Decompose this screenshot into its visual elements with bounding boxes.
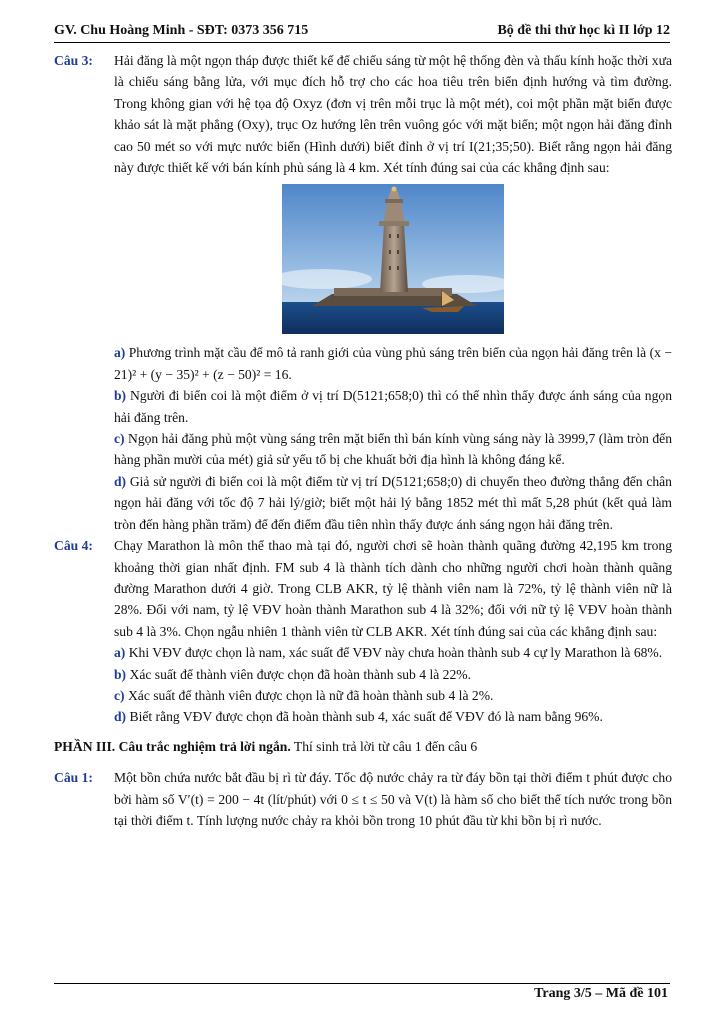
option-label: a) <box>114 645 126 661</box>
option-label: a) <box>114 345 126 361</box>
page-content <box>54 50 672 831</box>
question-4 <box>54 535 672 728</box>
question-3-option-b <box>114 385 672 428</box>
section-3-subtitle: Thí sinh trả lời từ câu 1 đến câu 6 <box>293 738 478 754</box>
option-text: Phương trình mặt cầu để mô tả ranh giới của vùng phủ sáng trên biển của ngọn hải đăng trên là (x − 21)² + (y − 35)² + (z − 50)² = 16. <box>114 345 672 382</box>
question-3-option-c <box>114 428 672 471</box>
option-label: d) <box>114 709 127 725</box>
question-4-option-c <box>114 685 672 706</box>
option-label: b) <box>114 388 127 404</box>
lighthouse-figure <box>114 184 672 334</box>
question-1 <box>54 767 672 831</box>
section-3-title: PHẦN III. Câu trắc nghiệm trả lời ngắn. <box>54 738 291 754</box>
question-4-label: Câu 4: <box>54 538 93 554</box>
option-text: Khi VĐV được chọn là nam, xác suất để VĐV này chưa hoàn thành sub 4 cự ly Marathon là 68%. <box>128 645 663 661</box>
page-footer: Trang 3/5 – Mã đề 101 <box>534 986 668 1001</box>
option-label: d) <box>114 473 127 489</box>
question-4-option-b <box>114 664 672 685</box>
question-1-stem: Một bồn chứa nước bắt đầu bị rì từ đáy. Tốc độ nước chảy ra từ đáy bồn tại thời điểm t phút được cho bởi hàm số V′(t) = 200 − 4t (lít/phút) với 0 ≤ t ≤ 50 và V(t) là hàm số cho biết thể tích nước trong bồn tại thời điểm t. Tính lượng nước chảy ra khỏi bồn trong 10 phút đầu từ khi bồn bị rì nước. <box>114 770 672 828</box>
option-label: c) <box>114 431 125 447</box>
footer-divider <box>54 983 670 984</box>
option-label: b) <box>114 666 127 682</box>
question-3-stem: Hải đăng là một ngọn tháp được thiết kế để chiếu sáng từ một hệ thống đèn và thấu kính hoặc thời xưa là chiếu sáng bằng lửa, với mục đích hỗ trợ cho các hoa tiêu trên biển định hướng và tìm đường. Trong không gian với hệ tọa độ Oxyz (đơn vị trên mỗi trục là một mét), coi một phần mặt biển được khảo sát là mặt phẳng (Oxy), trục Oz hướng lên trên vuông góc với mặt biển; một ngọn hải đăng đỉnh cao 50 mét so với mực nước biển (Hình dưới) biết đỉnh ở vị trí I(21;35;50). Biết rằng ngọn hải đăng này được thiết kế với bán kính phủ sáng là 4 km. Xét tính đúng sai của các khẳng định sau: <box>114 53 672 176</box>
lighthouse-illustration <box>282 184 504 334</box>
option-text: Người đi biển coi là một điểm ở vị trí D(5121;658;0) thì có thể nhìn thấy được ánh sáng của ngọn hải đăng trên. <box>114 388 672 425</box>
question-3-label: Câu 3: <box>54 53 93 68</box>
option-text: Xác suất để thành viên được chọn là nữ đã hoàn thành sub 4 là 2%. <box>127 687 494 703</box>
option-text: Ngọn hải đăng phủ một vùng sáng trên mặt biển thì bán kính vùng sáng này là 3999,7 (làm tròn đến hàng phần mười của mét) giả sử yếu tố bị che khuất bởi địa hình là không đáng kể. <box>114 431 672 468</box>
question-3 <box>54 50 672 535</box>
question-4-option-a <box>114 642 672 663</box>
option-text: Xác suất để thành viên được chọn đã hoàn thành sub 4 là 22%. <box>129 666 471 682</box>
question-3-option-d <box>114 471 672 535</box>
header-title: Bộ đề thi thử học kì II lớp 12 <box>497 23 670 38</box>
question-4-stem: Chạy Marathon là môn thể thao mà tại đó, người chơi sẽ hoàn thành quãng đường 42,195 km trong khoảng thời gian nhất định. FM sub 4 là thành tích dành cho những người chơi hoàn thành quãng đường Marathon dưới 4 giờ. Trong CLB AKR, tỷ lệ thành viên nam là 72%, tỷ lệ thành viên nữ là 28%. Đối với nam, tỷ lệ VĐV hoàn thành Marathon sub 4 là 32%; đối với nữ tỷ lệ VĐV hoàn thành sub 4 là 3%. Chọn ngẫu nhiên 1 thành viên từ CLB AKR. Xét tính đúng sai của các khẳng định sau: <box>114 538 672 639</box>
question-4-option-d <box>114 706 672 727</box>
section-3-heading <box>54 736 672 757</box>
header-author: GV. Chu Hoàng Minh - SĐT: 0373 356 715 <box>54 23 309 38</box>
question-1-label: Câu 1: <box>54 770 93 786</box>
page-header <box>54 23 670 43</box>
option-text: Giả sử người đi biển coi là một điểm từ vị trí D(5121;658;0) di chuyển theo đường thẳng đến chân ngọn hải đăng với tốc độ 7 hải lý/giờ; biết một hải lý bằng 1852 mét thì mất 5,28 phút (kết quả làm tròn đến hàng phần trăm) để đến điểm đầu tiên nhìn thấy được ánh sáng ngọn hải đăng trên. <box>114 473 672 532</box>
option-text: Biết rằng VĐV được chọn đã hoàn thành sub 4, xác suất để VĐV đó là nam bằng 96%. <box>129 709 603 725</box>
question-3-option-a <box>114 342 672 385</box>
option-label: c) <box>114 687 125 703</box>
